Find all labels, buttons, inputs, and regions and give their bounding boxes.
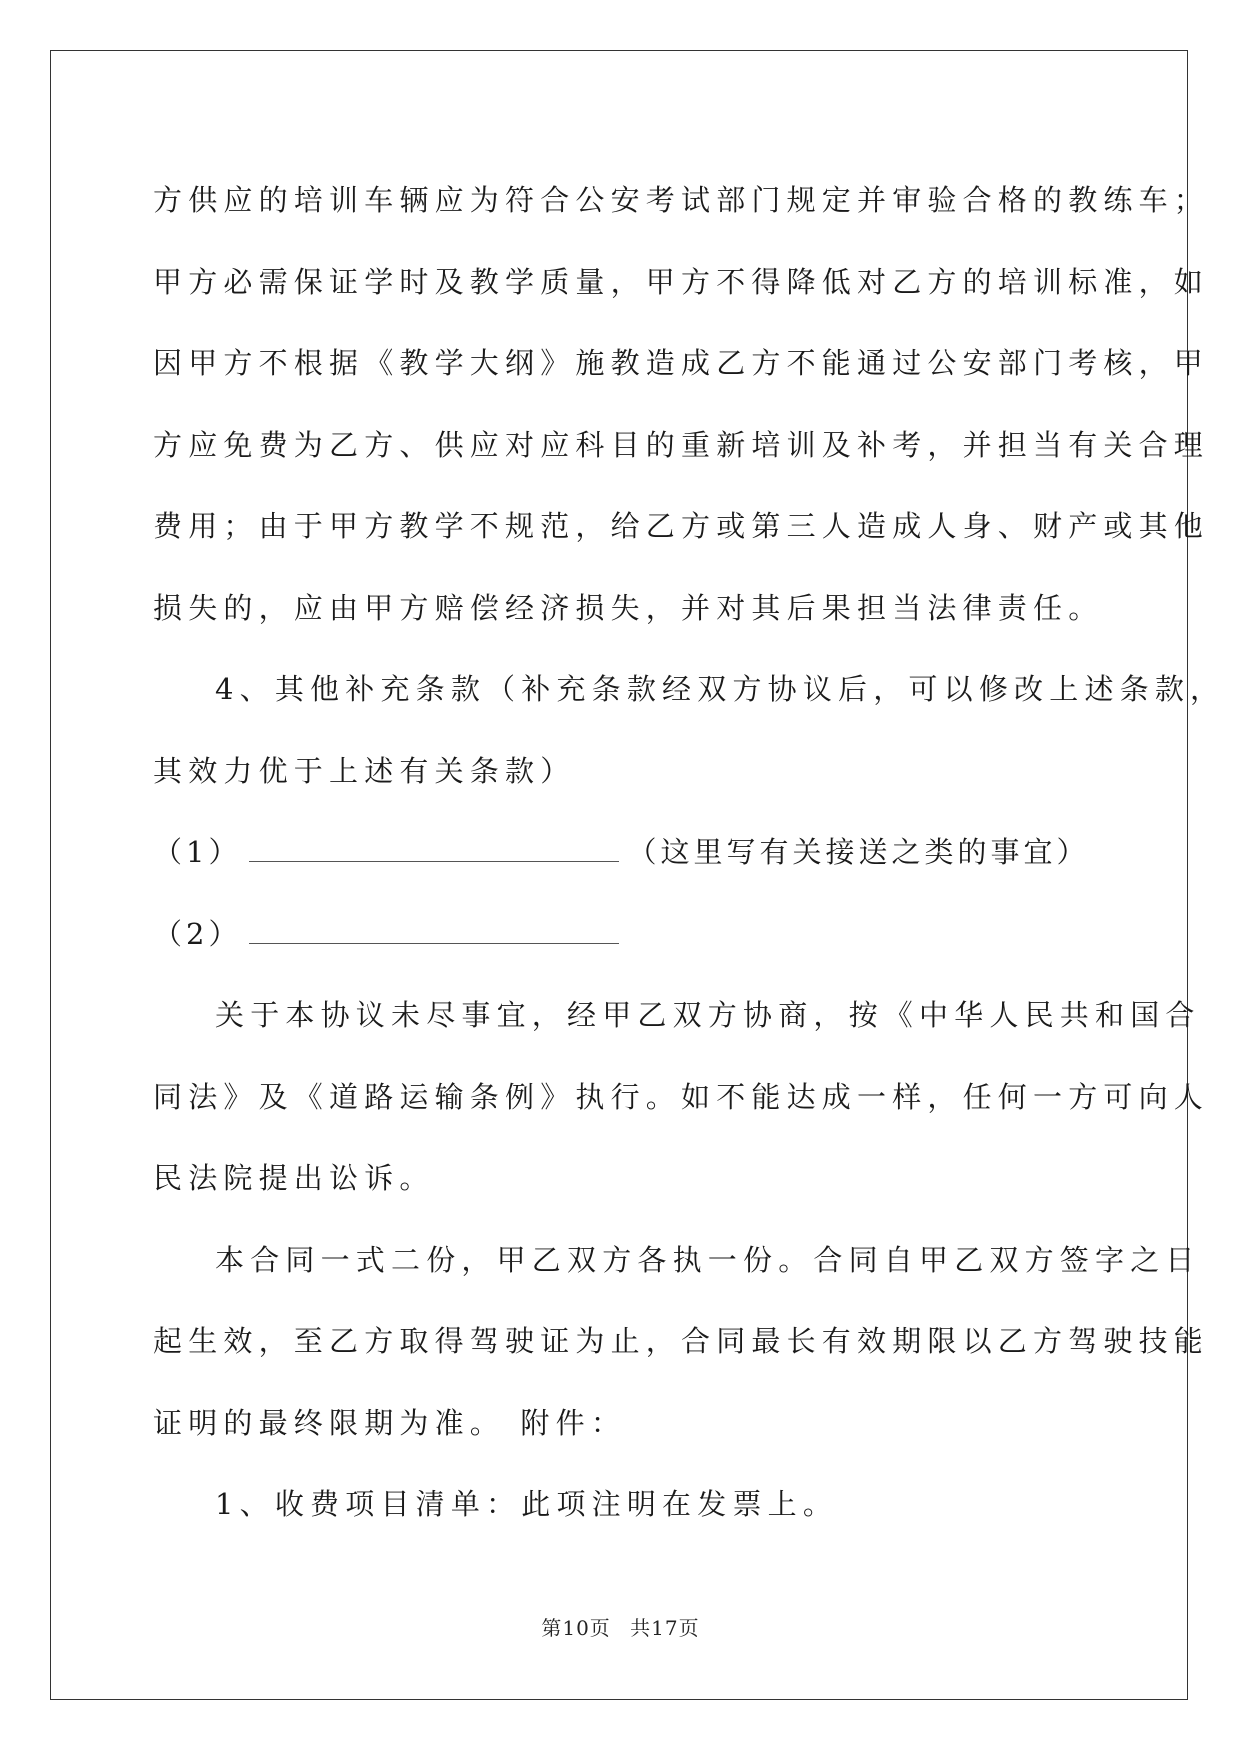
item-note: （这里写有关接送之类的事宜） [627,835,1090,869]
paragraph-line: 费用；由于甲方教学不规范，给乙方或第三人造成人身、财产或其他 [153,509,1210,543]
item-label: （2） [153,916,242,951]
item-label: （1） [153,835,242,869]
paragraph-line: 关于本协议未尽事宜，经甲乙双方协商，按《中华人民共和国合 [215,998,1201,1032]
supplement-item-2 [153,894,1093,976]
paragraph-line: 1、收费项目清单：此项注明在发票上。 [215,1487,839,1521]
paragraph-line: 民法院提出讼诉。 [153,1161,435,1195]
paragraph-line: 甲方必需保证学时及教学质量，甲方不得降低对乙方的培训标准，如 [153,264,1210,299]
page-total: 共17页 [630,1616,700,1640]
paragraph-line: 同法》及《道路运输条例》执行。如不能达成一样，任何一方可向人 [153,1079,1210,1114]
paragraph-line: 本合同一式二份，甲乙双方各执一份。合同自甲乙双方签字之日 [215,1242,1201,1277]
paragraph-line: 损失的，应由甲方赔偿经济损失，并对其后果担当法律责任。 [153,590,1104,625]
paragraph-line: 其效力优于上述有关条款） [153,753,576,788]
blank-line [249,921,619,944]
page-footer [0,1612,1241,1641]
paragraph-line: 因甲方不根据《教学大纲》施教造成乙方不能通过公安部门考核，甲 [153,346,1210,380]
paragraph-line: 方应免费为乙方、供应对应科目的重新培训及补考，并担当有关合理 [153,427,1210,462]
blank-line [249,839,619,862]
paragraph-line: 证明的最终限期为准。 附件： [153,1405,627,1440]
document-body [153,160,1226,1546]
paragraph-line: 4、其他补充条款（补充条款经双方协议后，可以修改上述条款， [215,672,1226,706]
paragraph-line: 起生效，至乙方取得驾驶证为止，合同最长有效期限以乙方驾驶技能 [153,1324,1210,1358]
page-current: 第10页 [541,1616,611,1640]
supplement-item-1 [153,812,1093,894]
paragraph-line: 方供应的培训车辆应为符合公安考试部门规定并审验合格的教练车； [153,183,1210,217]
